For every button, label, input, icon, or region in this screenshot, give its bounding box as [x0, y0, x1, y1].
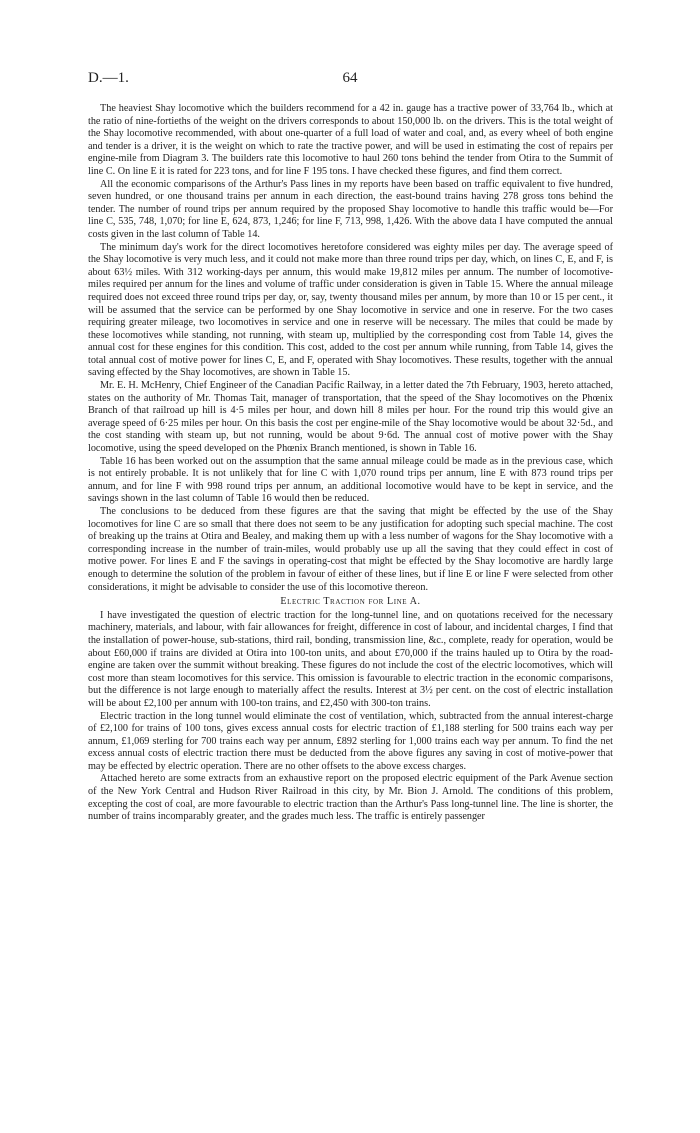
page-number: 64 [342, 70, 358, 86]
paragraph: Table 16 has been worked out on the assumption that the same annual mileage could be made as in the previous case, which is not entirely probable. It is not unlikely that for line C with 1,070 round trips per annum, line E with 873 round trips per annum, and for line F with 998 round trips per annum, an additional locomotive would have to be kept in service, and the savings shown in the last column of Table 16 would then be reduced. [88, 455, 613, 505]
paragraph: Electric traction in the long tunnel would eliminate the cost of ventilation, which, subtracted from the annual interest-charge of £2,100 for trains of 100 tons, gives excess annual costs for electric traction of £1,188 sterling for 500 trains each way per annum, £1,069 sterling for 700 trains each way per annum, £892 sterling for 1,000 trains each way per annum. To find the net excess annual costs of electric traction there must be deducted from the above figures any saving in cost of motive-power that may be effected by electric operation. There are no other offsets to the above excess charges. [88, 710, 613, 772]
paragraph: I have investigated the question of electric traction for the long-tunnel line, and on quotations received for the necessary machinery, materials, and labour, with fair allowances for freight, difference in cost of labour, and incidental charges, I find that the installation of power-house, sub-stations, third rail, bonding, transmission line, &c., complete, ready for operation, would be about £60,000 if trains are divided at Otira into 100-ton units, and about £70,000 if the trains hauled up to Otira by the road-engine are taken over the summit without breaking. These figures do not include the cost of the electric locomotives, which will cost more than steam locomotives for this service. This omission is favourable to electric traction in the economic comparisons, but the difference is not large enough to materially affect the results. Interest at 3½ per cent. on the cost of electric installation will be about £2,100 per annum with 100-ton trains, and £2,450 with 300-ton trains. [88, 609, 613, 709]
section-heading: Electric Traction for Line A. [280, 596, 421, 608]
document-reference: D.—1. [88, 70, 129, 86]
paragraph: Attached hereto are some extracts from an exhaustive report on the proposed electric equipment of the Park Avenue section of the New York Central and Hudson River Railroad in this city, by Mr. Bion J. Arnold. The conditions of this problem, excepting the cost of coal, are more favourable to electric traction than the Arthur's Pass long-tunnel line. The line is shorter, the number of trains incomparably greater, and the grades much less. The traffic is entirely passenger [88, 773, 613, 823]
document-body [88, 103, 613, 824]
paragraph: The minimum day's work for the direct locomotives heretofore considered was eighty miles per day. The average speed of the Shay locomotive is very much less, and it could not make more than three round trips per day, which, on lines C, E, and F, is about 63½ miles. With 312 working-days per annum, this would make 19,812 miles per annum. The number of locomotive-miles required per annum for the lines and volume of traffic under consideration is given in Table 15. Where the annual mileage required does not exceed three round trips per day, or, say, twenty thousand miles per annum, by more than 10 or 15 per cent., it will be assumed that the service can be performed by one Shay locomotive in service and one in reserve. For the two cases requiring greater mileage, two locomotives in service and one in reserve will be necessary. The miles that could be made by these locomotives while standing, not running, with steam up, multiplied by the corresponding cost from Table 14, gives the annual cost for these engines for this condition. This cost, added to the cost per annum while running, from Table 14, gives the total annual cost of motive power for lines C, E, and F, operated with Shay locomotives. These results, together with the annual saving effected by the Shay locomotives, are shown in Table 15. [88, 241, 613, 379]
paragraph: The conclusions to be deduced from these figures are that the saving that might be effected by the use of the Shay locomotives for line C are so small that there does not seem to be any justification for adopting such special machine. The cost of breaking up the trains at Otira and Bealey, and making them up with a less number of wagons for the Shay locomotive with a corresponding increase in the number of train-miles, would probably use up all the saving that they could effect in cost of motive power. For lines E and F the savings in operating-cost that might be effected by the Shay locomotive are hardly large enough to determine the solution of the problem in favour of either of these lines, but if line E or line F were selected from other considerations, it might be advisable to consider the use of this locomotive thereon. [88, 506, 613, 593]
paragraph: The heaviest Shay locomotive which the builders recommend for a 42 in. gauge has a tractive power of 33,764 lb., which at the ratio of nine-fortieths of the weight on the drivers corresponds to about 150,000 lb. on the drivers. This is the total weight of the Shay locomotive recommended, with about one-quarter of a full load of water and coal, and, as every wheel of both engine and tender is a driver, it is the weight on which to rate the tractive power, and will be used in estimating the cost of repairs per engine-mile from Diagram 3. The builders rate this locomotive to haul 260 tons behind the tender from Otira to the Summit of line C. On line E it is rated for 223 tons, and for line F 195 tons. I have checked these figures, and find them correct. [88, 103, 613, 177]
paragraph: Mr. E. H. McHenry, Chief Engineer of the Canadian Pacific Railway, in a letter dated the 7th February, 1903, hereto attached, states on the authority of Mr. Thomas Tait, manager of transportation, that the speed of the Shay locomotives on the Phœnix Branch of that railroad up hill is 4·5 miles per hour, and down hill 8 miles per hour. For the round trip this would give an average speed of 6·25 miles per hour. On this basis the cost per engine-mile of the Shay locomotive would be about 32·5d., and the cost standing with steam up, but not running, would be about 9·6d. The annual cost of motive power with the Shay locomotive, using the speed developed on the Phœnix Branch mentioned, is shown in Table 16. [88, 380, 613, 455]
paragraph: All the economic comparisons of the Arthur's Pass lines in my reports have been based on traffic equivalent to five hundred, seven hundred, or one thousand trains per annum in each direction, the east-bound trains having 278 gross tons behind the tender. The number of round trips per annum required by the proposed Shay locomotive to handle this traffic would be—For line C, 535, 748, 1,070; for line E, 624, 873, 1,246; for line F, 713, 998, 1,426. With the above data I have computed the annual costs given in the last column of Table 14. [88, 178, 613, 240]
page-header [88, 70, 612, 92]
